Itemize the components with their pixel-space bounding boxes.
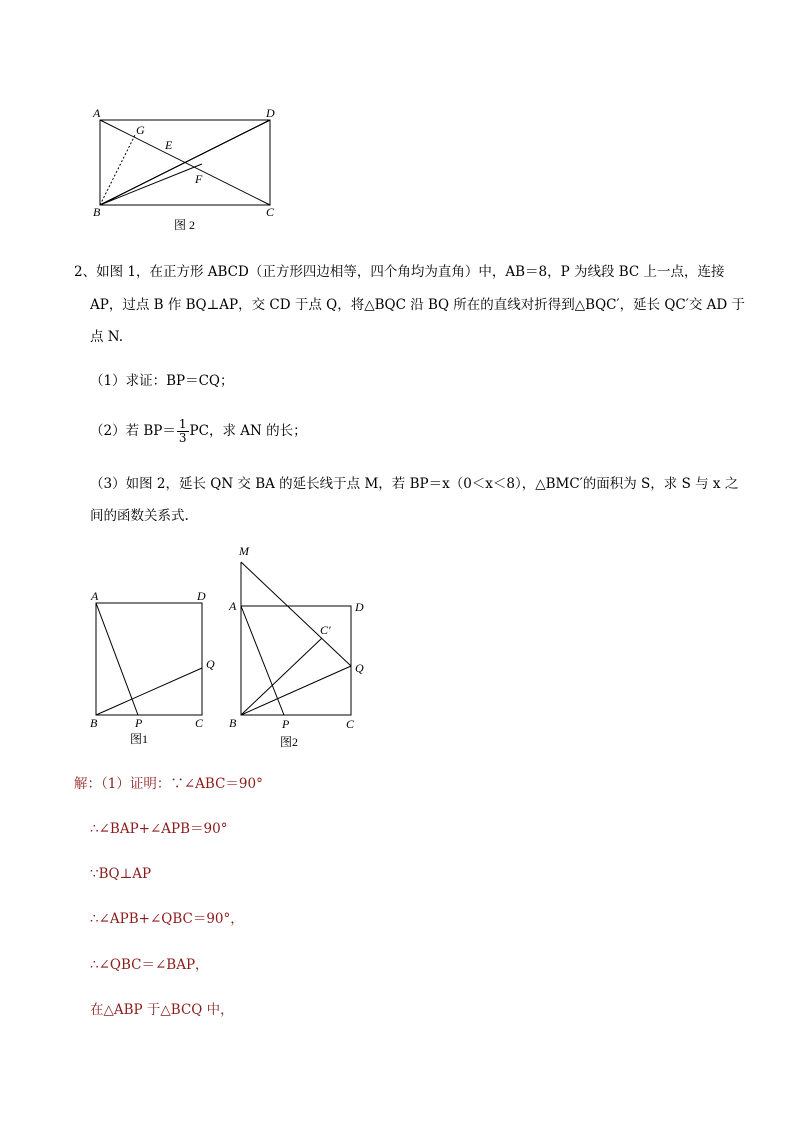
problem-line-1: 2、如图 1，在正方形 ABCD（正方形四边相等，四个角均为直角）中，AB＝8，P 为线段 BC 上一点，连接 (74, 264, 725, 280)
solution-line-1: 解：（1）证明：∵∠ABC＝90° (74, 776, 263, 792)
line-bc-prime (241, 638, 322, 715)
label-b: B (93, 205, 101, 219)
fig1-label-c: C (195, 716, 204, 730)
fig2-label-c: C (346, 717, 355, 731)
fig1-label-p: P (135, 716, 143, 730)
solution-line-5: ∴∠QBC＝∠BAP， (90, 957, 209, 973)
part-2 (90, 418, 307, 445)
part-2-pre: （2）若 BP＝ (90, 423, 176, 439)
line-gb-dashed (100, 135, 135, 205)
fig1-label-b: B (90, 716, 98, 730)
fig2-label-q: Q (355, 661, 364, 675)
line-ap (96, 603, 138, 715)
line-mq (241, 562, 351, 666)
problem-line-2: AP，过点 B 作 BQ⊥AP，交 CD 于点 Q，将△BQC 沿 BQ 所在的直线对折得到△BQC′，延长 QC′交 AD 于 (90, 297, 745, 313)
fig2-label-b: B (229, 716, 237, 730)
part-3-line-1: （3）如图 2，延长 QN 交 BA 的延长线于点 M，若 BP＝x（0＜x＜8），△BMC′的面积为 S，求 S 与 x 之 (90, 476, 739, 492)
part-2-post: PC，求 AN 的长； (189, 423, 307, 439)
label-g: G (136, 123, 145, 137)
line-bq-2 (241, 666, 351, 715)
fig2-label-m: M (239, 544, 249, 558)
fig2-caption: 图2 (280, 735, 299, 749)
top-figure (80, 100, 300, 235)
figure-2 (224, 542, 374, 754)
square-abcd (96, 603, 202, 715)
solution-line-3: ∵BQ⊥AP (90, 866, 152, 882)
fig1-label-d: D (197, 589, 206, 603)
solution-line-6: 在△ABP 于△BCQ 中， (90, 1002, 234, 1018)
part-1: （1）求证：BP＝CQ； (90, 373, 234, 389)
label-c: C (266, 205, 275, 219)
fig-top-caption: 图 2 (174, 218, 196, 232)
label-f: F (195, 172, 203, 186)
problem-line-3: 点 N. (90, 329, 124, 345)
fig1-label-q: Q (206, 657, 215, 671)
line-b-to-d-lower (100, 164, 202, 205)
fraction-one-third: $\frac{1}{3}$ (178, 417, 187, 445)
part-3-line-2: 间的函数关系式. (90, 508, 189, 524)
label-e: E (165, 138, 173, 152)
solution-line-2: ∴∠BAP+∠APB＝90° (90, 821, 228, 837)
label-a: A (93, 106, 101, 120)
label-d: D (266, 106, 275, 120)
fig2-label-a: A (229, 599, 237, 613)
solution-line-4: ∴∠APB+∠QBC＝90°， (90, 911, 244, 927)
line-bq (96, 668, 202, 715)
figure-1 (82, 585, 222, 750)
fig1-label-a: A (91, 589, 99, 603)
fig2-label-c-prime: C′ (320, 623, 331, 637)
fig2-label-d: D (355, 600, 364, 614)
fig1-caption: 图1 (130, 732, 149, 746)
fig2-label-p: P (282, 717, 290, 731)
